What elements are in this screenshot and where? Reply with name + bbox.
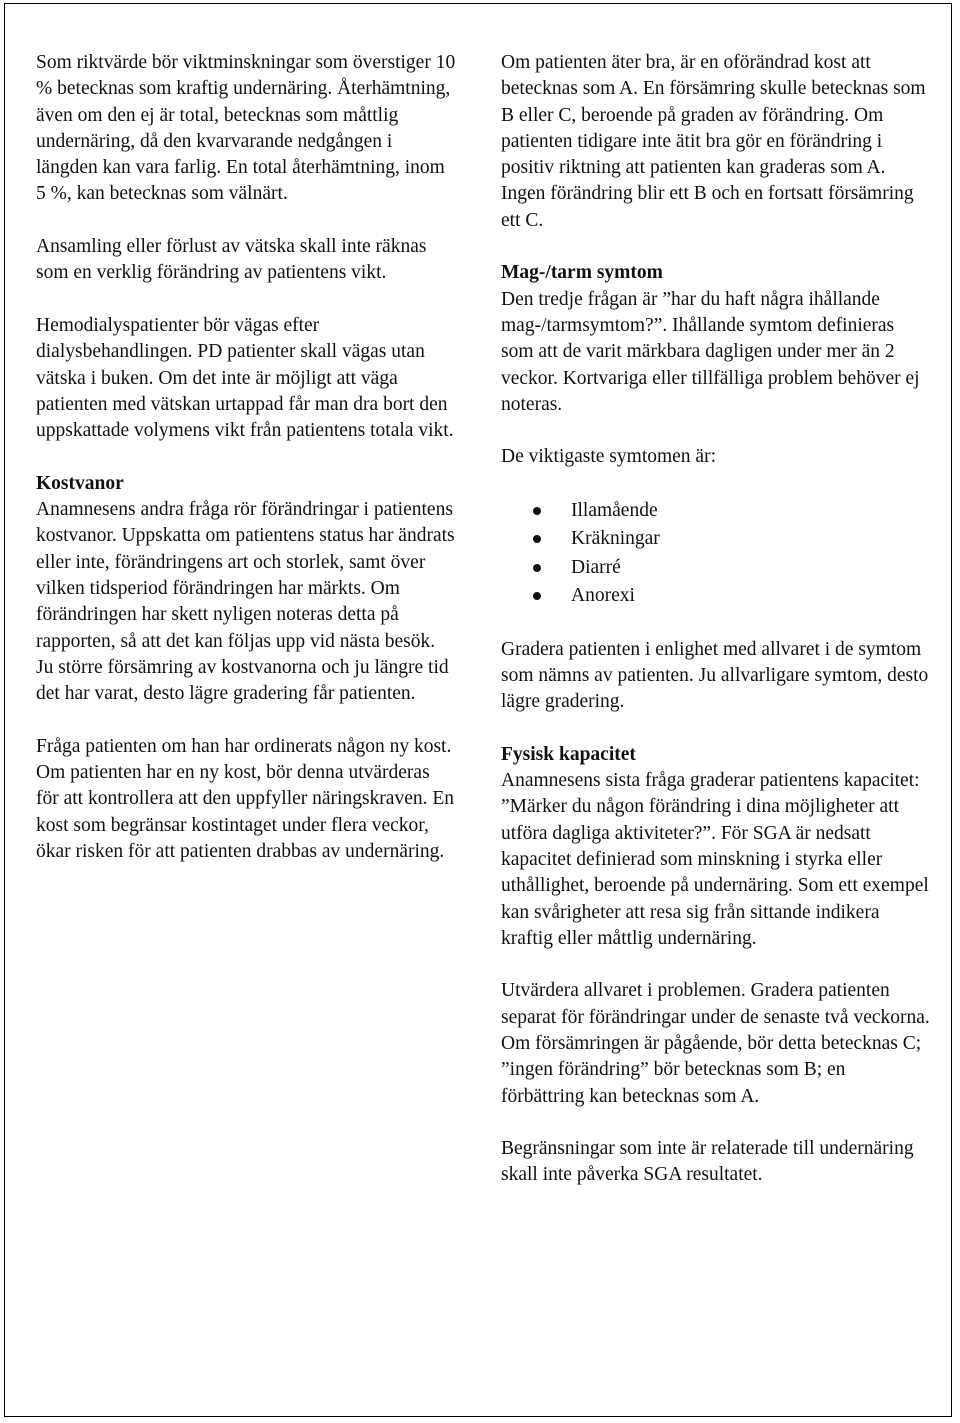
paragraph-symptoms-intro: De viktigaste symtomen är: xyxy=(501,446,716,468)
paragraph-symptom-grading: Gradera patienten i enlighet med allvaret i de symtom som nämns av patienten. Ju allvarligare symtom, desto lägre gradering. xyxy=(501,638,929,713)
heading-kostvanor: Kostvanor xyxy=(36,472,124,494)
left-column xyxy=(36,50,456,892)
list-item: Illamående xyxy=(571,497,931,525)
paragraph-weight-loss: Som riktvärde bör viktminskningar som överstiger 10 % betecknas som kraftig undernäring. Återhämtning, även om den ej är total, betecknas som måttlig undernäring, då den kvarvarande nedgången i längden kan vara farlig. En total återhämtning, inom 5 %, kan betecknas som välnärt. xyxy=(36,52,456,205)
heading-fysisk-kapacitet: Fysisk kapacitet xyxy=(501,743,636,765)
symptom-list xyxy=(501,497,931,610)
list-item: Anorexi xyxy=(571,582,931,610)
paragraph-capacity: Anamnesens sista fråga graderar patientens kapacitet: ”Märker du någon förändring i dina möjligheter att utföra dagliga aktiviteter?”. För SGA är nedsatt kapacitet definierad som minskning i styrka eller uthållighet, beroende på undernäring. Som ett exempel kan svårigheter att resa sig från sittande indikera kraftig eller måttlig undernäring. xyxy=(501,770,929,949)
paragraph-new-diet: Fråga patienten om han har ordinerats någon ny kost. Om patienten har en ny kost, bör denna utvärderas för att kontrollera att den uppfyller näringskraven. En kost som begränsar kostintaget under flera veckor, ökar risken för att patienten drabbas av undernäring. xyxy=(36,735,455,862)
list-item: Kräkningar xyxy=(571,525,931,553)
document-page xyxy=(4,3,952,1417)
paragraph-limitations: Begränsningar som inte är relaterade till undernäring skall inte påverka SGA resultatet. xyxy=(501,1138,914,1186)
paragraph-diet-grading: Om patienten äter bra, är en oförändrad kost att betecknas som A. En försämring skulle betecknas som B eller C, beroende på graden av förändring. Om patienten tidigare inte ätit bra gör en förändring i positiv riktning att patienten kan graderas som A. Ingen förändring blir ett B och en fortsatt försämring ett C. xyxy=(501,52,926,231)
heading-mag-tarm: Mag-/tarm symtom xyxy=(501,262,663,284)
right-column xyxy=(501,50,931,1215)
paragraph-evaluate: Utvärdera allvaret i problemen. Gradera patienten separat för förändringar under de senaste två veckorna. Om försämringen är pågående, bör detta betecknas C; ”ingen förändring” bör betecknas som B; en förbättring kan betecknas som A. xyxy=(501,980,930,1107)
paragraph-dialysis: Hemodialyspatienter bör vägas efter dialysbehandlingen. PD patienter skall vägas utan vätska i buken. Om det inte är möjligt att väga patienten med vätskan urtappad får man dra bort den uppskattade volymens vikt från patientens totala vikt. xyxy=(36,314,454,442)
list-item: Diarré xyxy=(571,554,931,582)
paragraph-fluid: Ansamling eller förlust av vätska skall inte räknas som en verklig förändring av patientens vikt. xyxy=(36,236,427,284)
paragraph-diet-changes: Anamnesens andra fråga rör förändringar i patientens kostvanor. Uppskatta om patientens status har ändrats eller inte, förändringens art och storlek, samt över vilken tidsperiod förändringen har märkts. Om förändringen har skett nyligen noteras detta på rapporten, så att det kan följas upp vid nästa besök. Ju större försämring av kostvanorna och ju längre tid det har varat, desto lägre gradering får patienten. xyxy=(36,499,455,705)
paragraph-gi-question: Den tredje frågan är ”har du haft några ihållande mag-/tarmsymtom?”. Ihållande symtom definieras som att de varit märkbara dagligen under mer än 2 veckor. Kortvariga eller tillfälliga problem behöver ej noteras. xyxy=(501,288,920,415)
